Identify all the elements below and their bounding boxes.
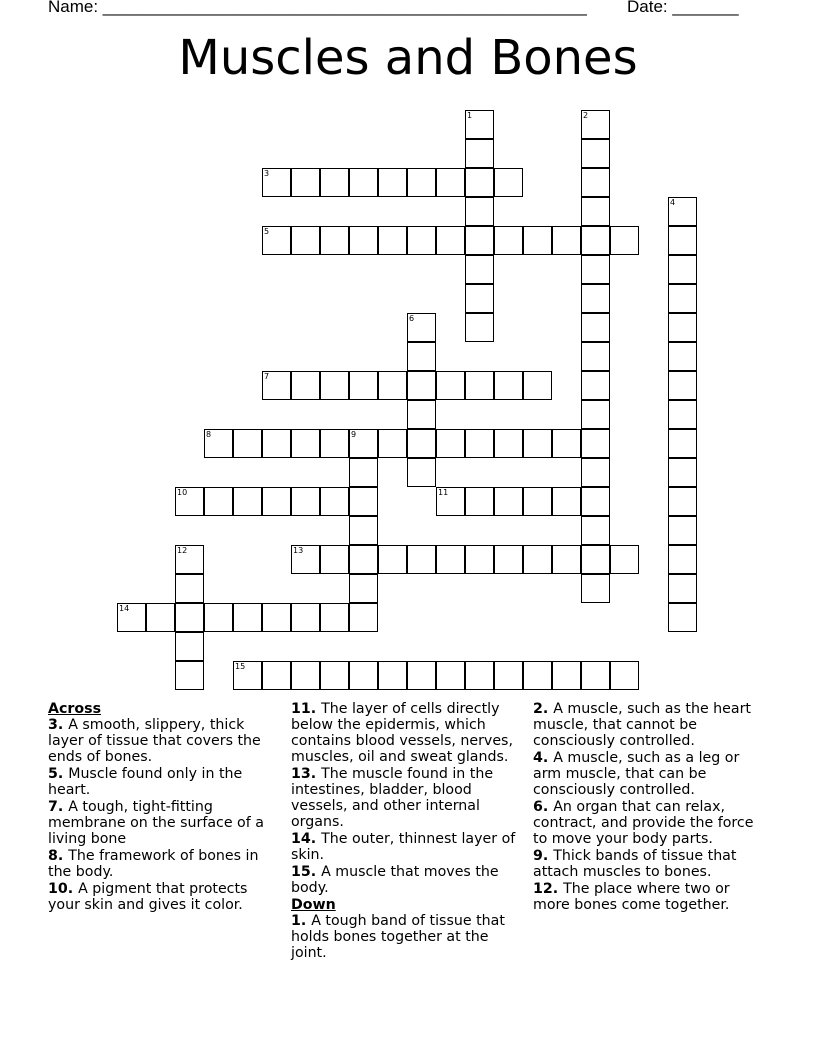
grid-cell[interactable]	[668, 313, 697, 342]
page-title: Muscles and Bones	[178, 30, 638, 86]
clues-column-1	[48, 701, 278, 914]
grid-cell[interactable]	[349, 371, 378, 400]
grid-cell[interactable]	[465, 661, 494, 690]
clue-text: An organ that can relax, contract, and provide the force to move your body parts.	[533, 799, 754, 847]
grid-cell[interactable]	[668, 516, 697, 545]
date-label: Date:	[627, 0, 673, 16]
grid-cell[interactable]	[581, 400, 610, 429]
grid-cell[interactable]	[204, 429, 233, 458]
grid-cell[interactable]	[349, 458, 378, 487]
grid-cell[interactable]	[407, 226, 436, 255]
grid-cell[interactable]	[175, 603, 204, 632]
grid-cell[interactable]	[581, 284, 610, 313]
name-label: Name:	[48, 0, 103, 16]
clue-text: A smooth, slippery, thick layer of tissue that covers the ends of bones.	[48, 717, 261, 765]
clue-text: The outer, thinnest layer of skin.	[291, 831, 516, 863]
grid-cell[interactable]	[581, 197, 610, 226]
grid-cell[interactable]	[668, 371, 697, 400]
clue-text: A tough band of tissue that holds bones together at the joint.	[291, 913, 505, 961]
grid-cell[interactable]	[581, 110, 610, 139]
clue-text: The muscle found in the intestines, bladder, blood vessels, and other internal organs.	[291, 766, 494, 830]
clue-text: A muscle that moves the body.	[291, 864, 499, 896]
clue	[48, 766, 278, 798]
across-heading: Across	[48, 701, 102, 717]
grid-cell[interactable]	[668, 226, 697, 255]
clues-column-3	[533, 701, 763, 914]
clue-number-label: 10.	[48, 881, 79, 897]
clue-text: A muscle, such as the heart muscle, that cannot be consciously controlled.	[533, 701, 751, 749]
clues-column-2	[291, 701, 521, 962]
grid-cell[interactable]	[581, 458, 610, 487]
grid-cell[interactable]	[378, 429, 407, 458]
grid-cell[interactable]	[436, 429, 465, 458]
clue-number: 8	[206, 430, 212, 439]
grid-cell[interactable]	[291, 545, 320, 574]
clue-number-label: 14.	[291, 831, 322, 847]
grid-cell[interactable]	[494, 226, 523, 255]
grid-cell[interactable]	[581, 545, 610, 574]
grid-cell[interactable]	[233, 487, 262, 516]
grid-cell[interactable]	[320, 545, 349, 574]
grid-cell[interactable]	[175, 661, 204, 690]
grid-cell[interactable]	[436, 545, 465, 574]
grid-cell[interactable]	[233, 661, 262, 690]
grid-cell[interactable]	[581, 342, 610, 371]
grid-cell[interactable]	[378, 371, 407, 400]
grid-cell[interactable]	[494, 545, 523, 574]
grid-cell[interactable]	[523, 371, 552, 400]
clue-text: The layer of cells directly below the epidermis, which contains blood vessels, nerves, muscles, oil and sweat glands.	[291, 701, 513, 765]
grid-cell[interactable]	[349, 226, 378, 255]
grid-cell[interactable]	[407, 371, 436, 400]
grid-cell[interactable]	[320, 661, 349, 690]
name-blank: ____________________________________________________	[102, 0, 587, 16]
grid-cell[interactable]	[407, 342, 436, 371]
grid-cell[interactable]	[494, 429, 523, 458]
grid-cell[interactable]	[610, 226, 639, 255]
clue-number-label: 9.	[533, 848, 554, 864]
grid-cell[interactable]	[204, 487, 233, 516]
grid-cell[interactable]	[291, 429, 320, 458]
grid-cell[interactable]	[494, 168, 523, 197]
grid-cell[interactable]	[204, 603, 233, 632]
grid-cell[interactable]	[349, 574, 378, 603]
grid-cell[interactable]	[436, 371, 465, 400]
clue-text: A muscle, such as a leg or arm muscle, that can be consciously controlled.	[533, 750, 740, 798]
clue	[48, 799, 278, 847]
grid-cell[interactable]	[465, 139, 494, 168]
grid-cell[interactable]	[291, 487, 320, 516]
grid-cell[interactable]	[262, 429, 291, 458]
grid-cell[interactable]	[668, 458, 697, 487]
clue-number-label: 6.	[533, 799, 554, 815]
grid-cell[interactable]	[233, 603, 262, 632]
grid-cell[interactable]	[349, 429, 378, 458]
grid-cell[interactable]	[262, 371, 291, 400]
grid-cell[interactable]	[581, 661, 610, 690]
grid-cell[interactable]	[581, 516, 610, 545]
grid-cell[interactable]	[407, 458, 436, 487]
clue	[291, 701, 521, 765]
grid-cell[interactable]	[262, 603, 291, 632]
grid-cell[interactable]	[610, 545, 639, 574]
grid-cell[interactable]	[668, 197, 697, 226]
grid-cell[interactable]	[233, 429, 262, 458]
grid-cell[interactable]	[175, 574, 204, 603]
grid-cell[interactable]	[668, 487, 697, 516]
clue-number-label: 3.	[48, 717, 69, 733]
clue-text: Muscle found only in the heart.	[48, 766, 243, 798]
grid-cell[interactable]	[146, 603, 175, 632]
grid-cell[interactable]	[465, 313, 494, 342]
grid-cell[interactable]	[349, 516, 378, 545]
grid-cell[interactable]	[465, 487, 494, 516]
clue-text: Thick bands of tissue that attach muscles to bones.	[533, 848, 737, 880]
clue	[48, 848, 278, 880]
clue-number-label: 11.	[291, 701, 322, 717]
clue	[291, 766, 521, 830]
grid-cell[interactable]	[465, 110, 494, 139]
grid-cell[interactable]	[581, 168, 610, 197]
clue-number-label: 13.	[291, 766, 322, 782]
grid-cell[interactable]	[349, 545, 378, 574]
grid-cell[interactable]	[668, 284, 697, 313]
grid-cell[interactable]	[465, 429, 494, 458]
grid-cell[interactable]	[494, 371, 523, 400]
clue	[533, 750, 763, 798]
clue-number: 12	[177, 546, 188, 555]
grid-cell[interactable]	[494, 661, 523, 690]
clue	[533, 881, 763, 913]
grid-cell[interactable]	[552, 545, 581, 574]
grid-cell[interactable]	[523, 545, 552, 574]
grid-cell[interactable]	[262, 661, 291, 690]
grid-cell[interactable]	[349, 603, 378, 632]
clue-number: 4	[670, 198, 676, 207]
grid-cell[interactable]	[407, 429, 436, 458]
clue-number: 3	[264, 169, 270, 178]
clue-text: The framework of bones in the body.	[48, 848, 259, 880]
grid-cell[interactable]	[320, 487, 349, 516]
grid-cell[interactable]	[320, 226, 349, 255]
grid-cell[interactable]	[320, 168, 349, 197]
grid-cell[interactable]	[262, 487, 291, 516]
clue-number: 1	[467, 111, 473, 120]
clue-text: The place where two or more bones come together.	[533, 881, 730, 913]
grid-cell[interactable]	[117, 603, 146, 632]
date-blank: _______	[672, 0, 739, 16]
grid-cell[interactable]	[291, 168, 320, 197]
grid-cell[interactable]	[378, 545, 407, 574]
clue-number: 13	[293, 546, 304, 555]
clue-number-label: 1.	[291, 913, 312, 929]
grid-cell[interactable]	[407, 168, 436, 197]
grid-cell[interactable]	[349, 487, 378, 516]
grid-cell[interactable]	[552, 429, 581, 458]
clue-number-label: 7.	[48, 799, 69, 815]
clue-number-label: 8.	[48, 848, 69, 864]
grid-cell[interactable]	[581, 313, 610, 342]
grid-cell[interactable]	[262, 168, 291, 197]
clue-number: 14	[119, 604, 130, 613]
grid-cell[interactable]	[581, 371, 610, 400]
grid-cell[interactable]	[378, 661, 407, 690]
grid-cell[interactable]	[291, 603, 320, 632]
grid-cell[interactable]	[175, 632, 204, 661]
grid-cell[interactable]	[668, 545, 697, 574]
grid-cell[interactable]	[581, 139, 610, 168]
clue-number-label: 4.	[533, 750, 554, 766]
grid-cell[interactable]	[407, 545, 436, 574]
grid-cell[interactable]	[465, 168, 494, 197]
clue-number: 9	[351, 430, 357, 439]
grid-cell[interactable]	[465, 197, 494, 226]
grid-cell[interactable]	[610, 661, 639, 690]
clue-text: A tough, tight-fitting membrane on the surface of a living bone	[48, 799, 264, 847]
grid-cell[interactable]	[668, 429, 697, 458]
grid-cell[interactable]	[320, 603, 349, 632]
grid-cell[interactable]	[581, 429, 610, 458]
grid-cell[interactable]	[523, 226, 552, 255]
grid-cell[interactable]	[436, 226, 465, 255]
grid-cell[interactable]	[436, 168, 465, 197]
clue-number: 15	[235, 662, 246, 671]
grid-cell[interactable]	[436, 487, 465, 516]
clue	[48, 717, 278, 765]
clue	[533, 701, 763, 749]
grid-cell[interactable]	[523, 487, 552, 516]
grid-cell[interactable]	[407, 400, 436, 429]
grid-cell[interactable]	[175, 545, 204, 574]
grid-cell[interactable]	[668, 400, 697, 429]
clue-number: 7	[264, 372, 270, 381]
grid-cell[interactable]	[523, 429, 552, 458]
grid-cell[interactable]	[465, 226, 494, 255]
grid-cell[interactable]	[349, 661, 378, 690]
grid-cell[interactable]	[494, 487, 523, 516]
grid-cell[interactable]	[291, 371, 320, 400]
grid-cell[interactable]	[436, 661, 465, 690]
grid-cell[interactable]	[291, 226, 320, 255]
clue-number: 6	[409, 314, 415, 323]
grid-cell[interactable]	[291, 661, 320, 690]
grid-cell[interactable]	[465, 371, 494, 400]
grid-cell[interactable]	[668, 574, 697, 603]
clue-number-label: 2.	[533, 701, 554, 717]
grid-cell[interactable]	[465, 255, 494, 284]
clue	[48, 881, 278, 913]
clue	[533, 799, 763, 847]
grid-cell[interactable]	[668, 603, 697, 632]
grid-cell[interactable]	[407, 661, 436, 690]
clue-number: 11	[438, 488, 449, 497]
grid-cell[interactable]	[465, 284, 494, 313]
grid-cell[interactable]	[581, 574, 610, 603]
grid-cell[interactable]	[262, 226, 291, 255]
clue-number-label: 5.	[48, 766, 69, 782]
clue-number: 10	[177, 488, 188, 497]
grid-cell[interactable]	[175, 487, 204, 516]
clue-number-label: 15.	[291, 864, 322, 880]
grid-cell[interactable]	[552, 661, 581, 690]
down-heading: Down	[291, 897, 336, 913]
grid-cell[interactable]	[465, 545, 494, 574]
grid-cell[interactable]	[581, 226, 610, 255]
grid-cell[interactable]	[523, 661, 552, 690]
grid-cell[interactable]	[668, 255, 697, 284]
grid-cell[interactable]	[581, 487, 610, 516]
clue-number: 5	[264, 227, 270, 236]
grid-cell[interactable]	[581, 255, 610, 284]
clue-number-label: 12.	[533, 881, 564, 897]
clue-number: 2	[583, 111, 589, 120]
grid-cell[interactable]	[378, 168, 407, 197]
clue	[291, 913, 521, 961]
grid-cell[interactable]	[552, 487, 581, 516]
grid-cell[interactable]	[552, 226, 581, 255]
grid-cell[interactable]	[668, 342, 697, 371]
grid-cell[interactable]	[320, 429, 349, 458]
grid-cell[interactable]	[349, 168, 378, 197]
grid-cell[interactable]	[407, 313, 436, 342]
clue	[291, 831, 521, 863]
grid-cell[interactable]	[320, 371, 349, 400]
grid-cell[interactable]	[378, 226, 407, 255]
clue	[533, 848, 763, 880]
clue	[291, 864, 521, 896]
clue-text: A pigment that protects your skin and gives it color.	[48, 881, 248, 913]
